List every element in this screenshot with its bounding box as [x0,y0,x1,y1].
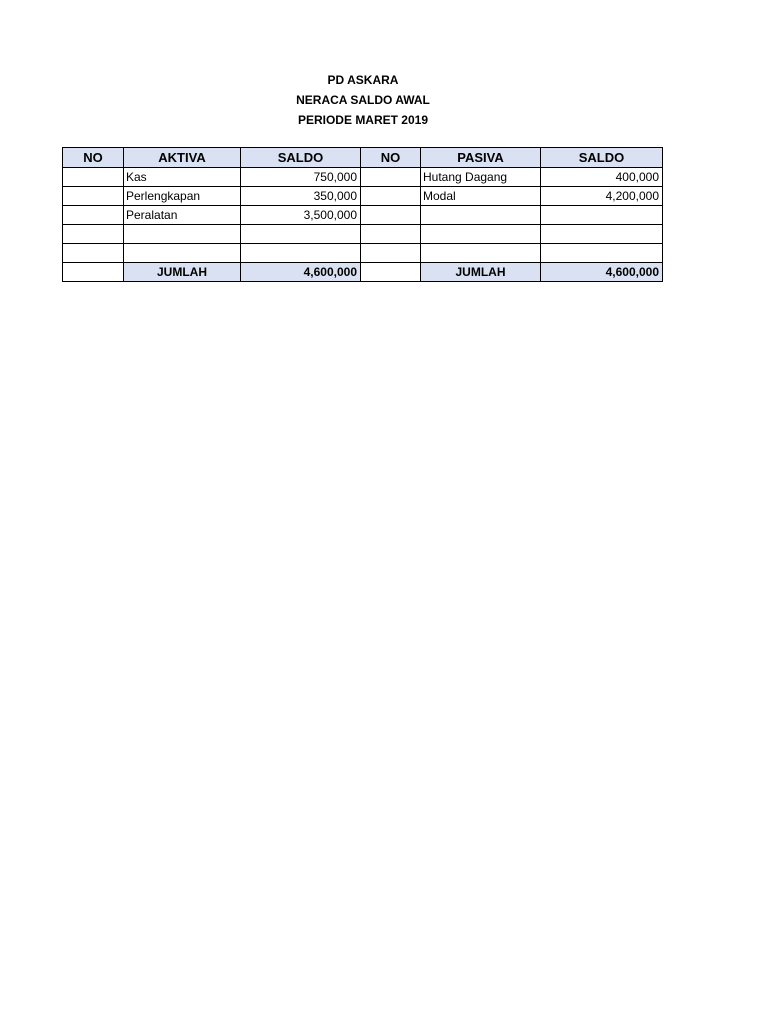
cell-aktiva: Perlengkapan [124,187,241,206]
report-name: NERACA SALDO AWAL [296,93,430,107]
cell-saldo-left: 3,500,000 [241,206,361,225]
cell-aktiva: Peralatan [124,206,241,225]
cell-saldo-right [541,244,663,263]
cell-saldo-left [241,225,361,244]
table-row [63,168,663,187]
cell-saldo-right: 400,000 [541,168,663,187]
cell-pasiva: Hutang Dagang [421,168,541,187]
cell-no-right [361,244,421,263]
cell-no-right [361,206,421,225]
cell-saldo-left: 350,000 [241,187,361,206]
cell-aktiva: Kas [124,168,241,187]
table-row [63,225,663,244]
cell-aktiva [124,225,241,244]
cell-saldo-right [541,206,663,225]
cell-no-right [361,168,421,187]
total-label-left: JUMLAH [124,263,241,282]
cell-pasiva [421,244,541,263]
report-title-block [0,70,726,130]
cell-pasiva [421,225,541,244]
cell-saldo-left: 750,000 [241,168,361,187]
cell-no-left [63,187,124,206]
cell-no-left [63,244,124,263]
column-header-aktiva: AKTIVA [124,148,241,168]
total-label-right: JUMLAH [421,263,541,282]
total-cell-no-left [63,263,124,282]
total-cell-no-right [361,263,421,282]
report-period: PERIODE MARET 2019 [297,113,429,127]
cell-no-left [63,206,124,225]
column-header-no-right: NO [361,148,421,168]
column-header-pasiva: PASIVA [421,148,541,168]
cell-no-right [361,187,421,206]
cell-saldo-left [241,244,361,263]
column-header-saldo-right: SALDO [541,148,663,168]
cell-pasiva [421,206,541,225]
cell-no-left [63,225,124,244]
cell-aktiva [124,244,241,263]
cell-saldo-right [541,225,663,244]
column-header-saldo-left: SALDO [241,148,361,168]
table-header-row [63,148,663,168]
total-row [63,263,663,282]
balance-sheet-table [62,147,663,282]
cell-pasiva: Modal [421,187,541,206]
cell-saldo-right: 4,200,000 [541,187,663,206]
cell-no-left [63,168,124,187]
company-name: PD ASKARA [327,73,399,87]
total-value-left: 4,600,000 [241,263,361,282]
cell-no-right [361,225,421,244]
total-value-right: 4,600,000 [541,263,663,282]
table-row [63,206,663,225]
column-header-no-left: NO [63,148,124,168]
table-row [63,187,663,206]
table-row [63,244,663,263]
